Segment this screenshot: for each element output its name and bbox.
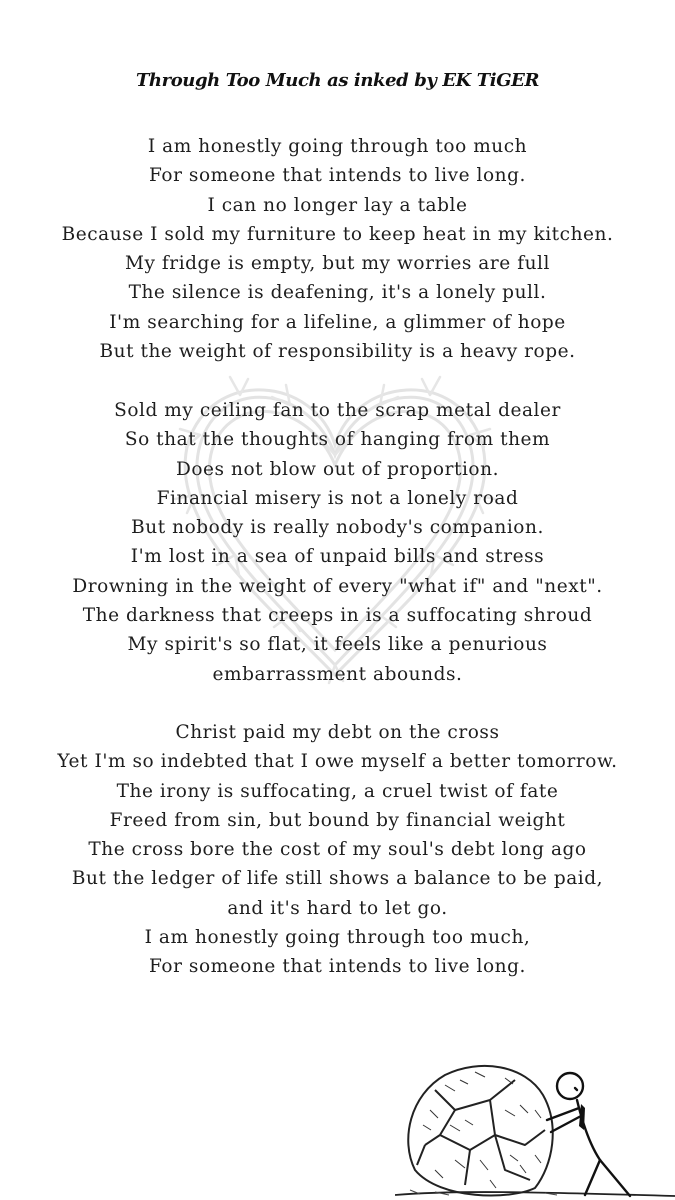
poem-line: Drowning in the weight of every "what if" and "next".	[72, 575, 603, 597]
poem-line: For someone that intends to live long.	[149, 165, 526, 187]
poem-line: I am honestly going through too much	[147, 136, 528, 157]
poem-line: The darkness that creeps in is a suffocating shroud	[82, 605, 593, 627]
stanza-1	[0, 132, 675, 366]
poem-line: For someone that intends to live long.	[149, 956, 526, 978]
poem-line: Yet I'm so indebted that I owe myself a better tomorrow.	[57, 751, 618, 773]
poem-line: I'm searching for a lifeline, a glimmer of hope	[109, 311, 566, 333]
poem-line: and it's hard to let go.	[227, 897, 448, 919]
stanza-2	[0, 396, 675, 689]
poem-line: Christ paid my debt on the cross	[175, 722, 500, 743]
stanza-3	[0, 718, 675, 982]
poem-line: I can no longer lay a table	[207, 194, 468, 216]
poem-line: My fridge is empty, but my worries are full	[124, 253, 550, 275]
poem-line: So that the thoughts of hanging from them	[124, 429, 551, 451]
poem-line: But nobody is really nobody's companion.	[131, 517, 544, 539]
poem-line: embarrassment abounds.	[212, 663, 463, 685]
poem-line: I am honestly going through too much,	[144, 927, 531, 949]
poem-line: I'm lost in a sea of unpaid bills and stress	[130, 546, 545, 568]
poem-line: But the weight of responsibility is a heavy rope.	[99, 341, 576, 363]
poem-line: The cross bore the cost of my soul's debt long ago	[88, 839, 587, 861]
poem-line: Sold my ceiling fan to the scrap metal dealer	[114, 400, 561, 421]
poem-title: Through Too Much as inked by EK TiGER	[135, 70, 540, 91]
poem-line: But the ledger of life still shows a balance to be paid,	[71, 868, 604, 890]
poem-line: Because I sold my furniture to keep heat in my kitchen.	[61, 223, 614, 245]
poem-line: Financial misery is not a lonely road	[156, 487, 519, 509]
poem-line: Freed from sin, but bound by financial weight	[109, 809, 566, 831]
poem-line: Does not blow out of proportion.	[175, 458, 500, 480]
poem-line: The irony is suffocating, a cruel twist of fate	[116, 780, 559, 802]
poem-line: My spirit's so flat, it feels like a penurious	[127, 634, 548, 656]
poem-line: The silence is deafening, it's a lonely pull.	[128, 282, 547, 304]
man-pushing-boulder-icon	[395, 1050, 675, 1200]
